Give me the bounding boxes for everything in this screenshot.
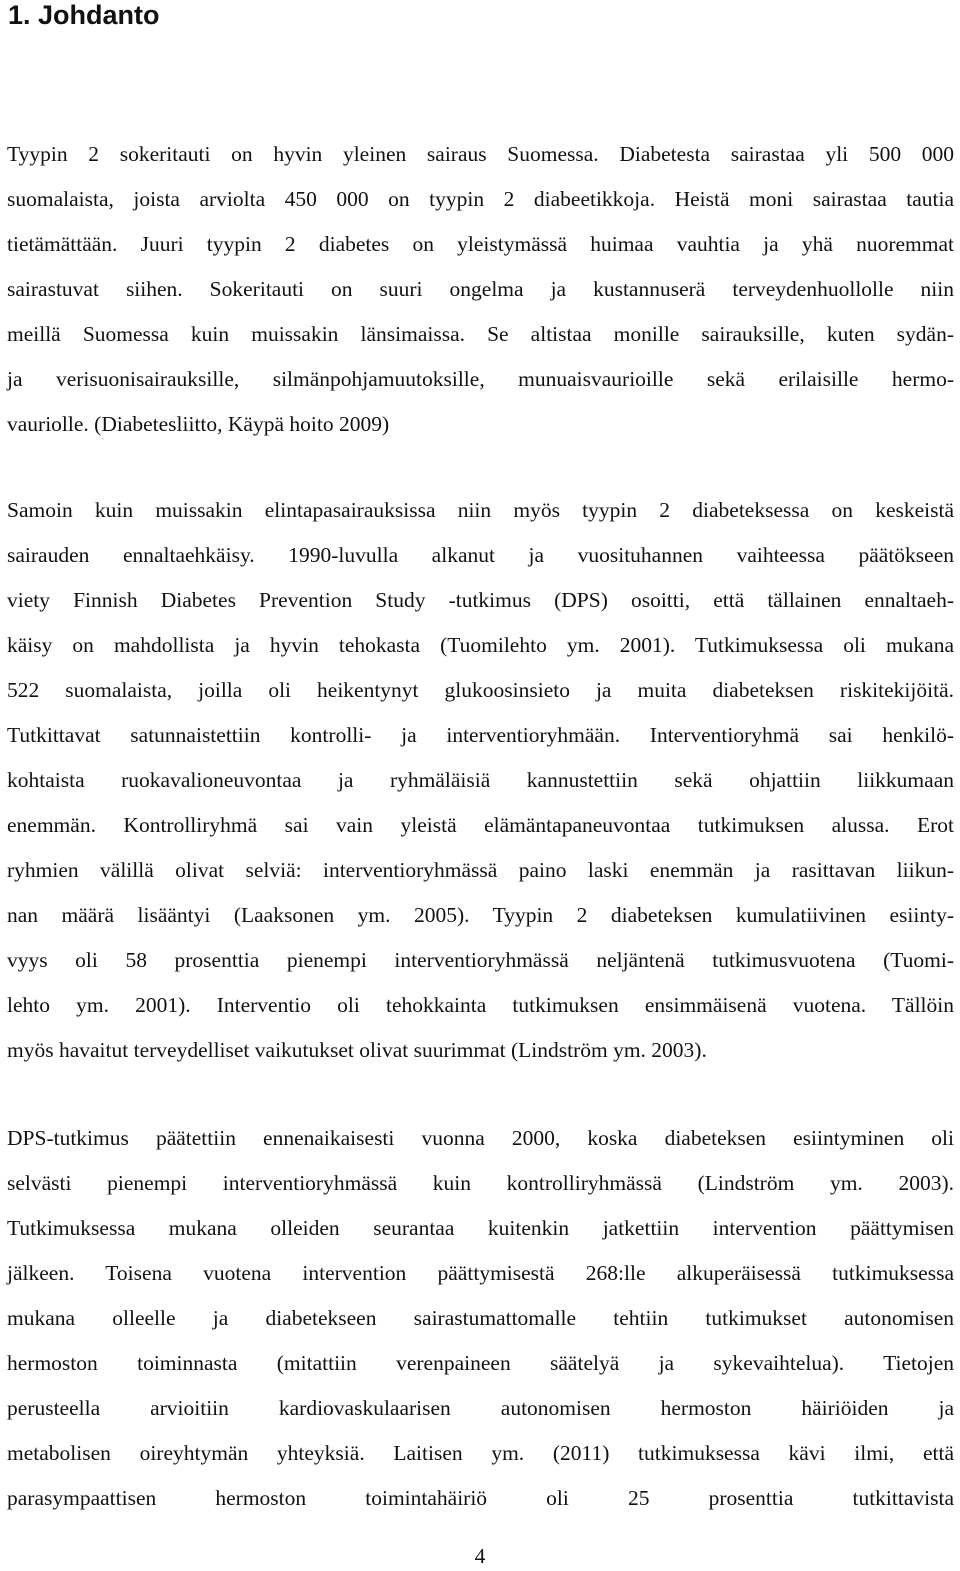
- text-line: Samoin kuin muissakin elintapasairauksissa niin myös tyypin 2 diabeteksessa on keskeistä: [7, 498, 954, 522]
- text-line: jälkeen. Toisena vuotena intervention päättymisestä 268:lle alkuperäisessä tutkimuksessa: [7, 1261, 954, 1285]
- text-line: selvästi pienempi interventioryhmässä kuin kontrolliryhmässä (Lindström ym. 2003).: [7, 1171, 954, 1195]
- text-line: perusteella arvioitiin kardiovaskulaarisen autonomisen hermoston häiriöiden ja: [7, 1396, 954, 1420]
- page-number: 4: [474, 1544, 486, 1568]
- text-line: Tyypin 2 sokeritauti on hyvin yleinen sairaus Suomessa. Diabetesta sairastaa yli 500 000: [7, 142, 954, 166]
- chapter-heading: 1. Johdanto: [8, 0, 160, 30]
- text-line: parasympaattisen hermoston toimintahäiriö oli 25 prosenttia tutkittavista: [7, 1486, 954, 1510]
- text-line: suomalaista, joista arviolta 450 000 on tyypin 2 diabeetikkoja. Heistä moni sairastaa tautia: [7, 187, 954, 211]
- text-line: ja verisuonisairauksille, silmänpohjamuutoksille, munuaisvaurioille sekä erilaisille hermo-: [7, 367, 954, 391]
- text-line: kohtaista ruokavalioneuvontaa ja ryhmäläisiä kannustettiin sekä ohjattiin liikkumaan: [7, 768, 954, 792]
- text-line: mukana olleelle ja diabetekseen sairastumattomalle tehtiin tutkimukset autonomisen: [7, 1306, 954, 1330]
- text-line: 522 suomalaista, joilla oli heikentynyt glukoosinsieto ja muita diabeteksen riskitekijöitä.: [7, 678, 954, 702]
- text-line: metabolisen oireyhtymän yhteyksiä. Laitisen ym. (2011) tutkimuksessa kävi ilmi, että: [7, 1441, 954, 1465]
- text-line: myös havaitut terveydelliset vaikutukset olivat suurimmat (Lindström ym. 2003).: [7, 1038, 707, 1062]
- text-line: viety Finnish Diabetes Prevention Study -tutkimus (DPS) osoitti, että tällainen ennaltaeh-: [7, 588, 954, 612]
- text-line: ryhmien välillä olivat selviä: interventioryhmässä paino laski enemmän ja rasittavan liikun-: [7, 858, 954, 882]
- text-line: Tutkittavat satunnaistettiin kontrolli- ja interventioryhmään. Interventioryhmä sai henkilö-: [7, 723, 954, 747]
- text-line: Tutkimuksessa mukana olleiden seurantaa kuitenkin jatkettiin intervention päättymisen: [7, 1216, 954, 1240]
- text-line: tietämättään. Juuri tyypin 2 diabetes on yleistymässä huimaa vauhtia ja yhä nuoremmat: [7, 232, 954, 256]
- text-line: sairauden ennaltaehkäisy. 1990-luvulla alkanut ja vuosituhannen vaihteessa päätökseen: [7, 543, 954, 567]
- text-line: hermoston toiminnasta (mitattiin verenpaineen säätelyä ja sykevaihtelua). Tietojen: [7, 1351, 954, 1375]
- text-line: sairastuvat siihen. Sokeritauti on suuri ongelma ja kustannuserä terveydenhuollolle niin: [7, 277, 954, 301]
- text-line: käisy on mahdollista ja hyvin tehokasta (Tuomilehto ym. 2001). Tutkimuksessa oli mukana: [7, 633, 954, 657]
- text-line: DPS-tutkimus päätettiin ennenaikaisesti vuonna 2000, koska diabeteksen esiintyminen oli: [7, 1126, 954, 1150]
- text-line: vauriolle. (Diabetesliitto, Käypä hoito 2009): [7, 412, 390, 436]
- text-line: vyys oli 58 prosenttia pienempi interventioryhmässä neljäntenä tutkimusvuotena (Tuomi-: [7, 948, 954, 972]
- text-line: lehto ym. 2001). Interventio oli tehokkainta tutkimuksen ensimmäisenä vuotena. Tällöin: [7, 993, 954, 1017]
- text-line: enemmän. Kontrolliryhmä sai vain yleistä elämäntapaneuvontaa tutkimuksen alussa. Erot: [7, 813, 954, 837]
- text-line: nan määrä lisääntyi (Laaksonen ym. 2005). Tyypin 2 diabeteksen kumulatiivinen esiinty-: [7, 903, 954, 927]
- text-line: meillä Suomessa kuin muissakin länsimaissa. Se altistaa monille sairauksille, kuten sydän-: [7, 322, 954, 346]
